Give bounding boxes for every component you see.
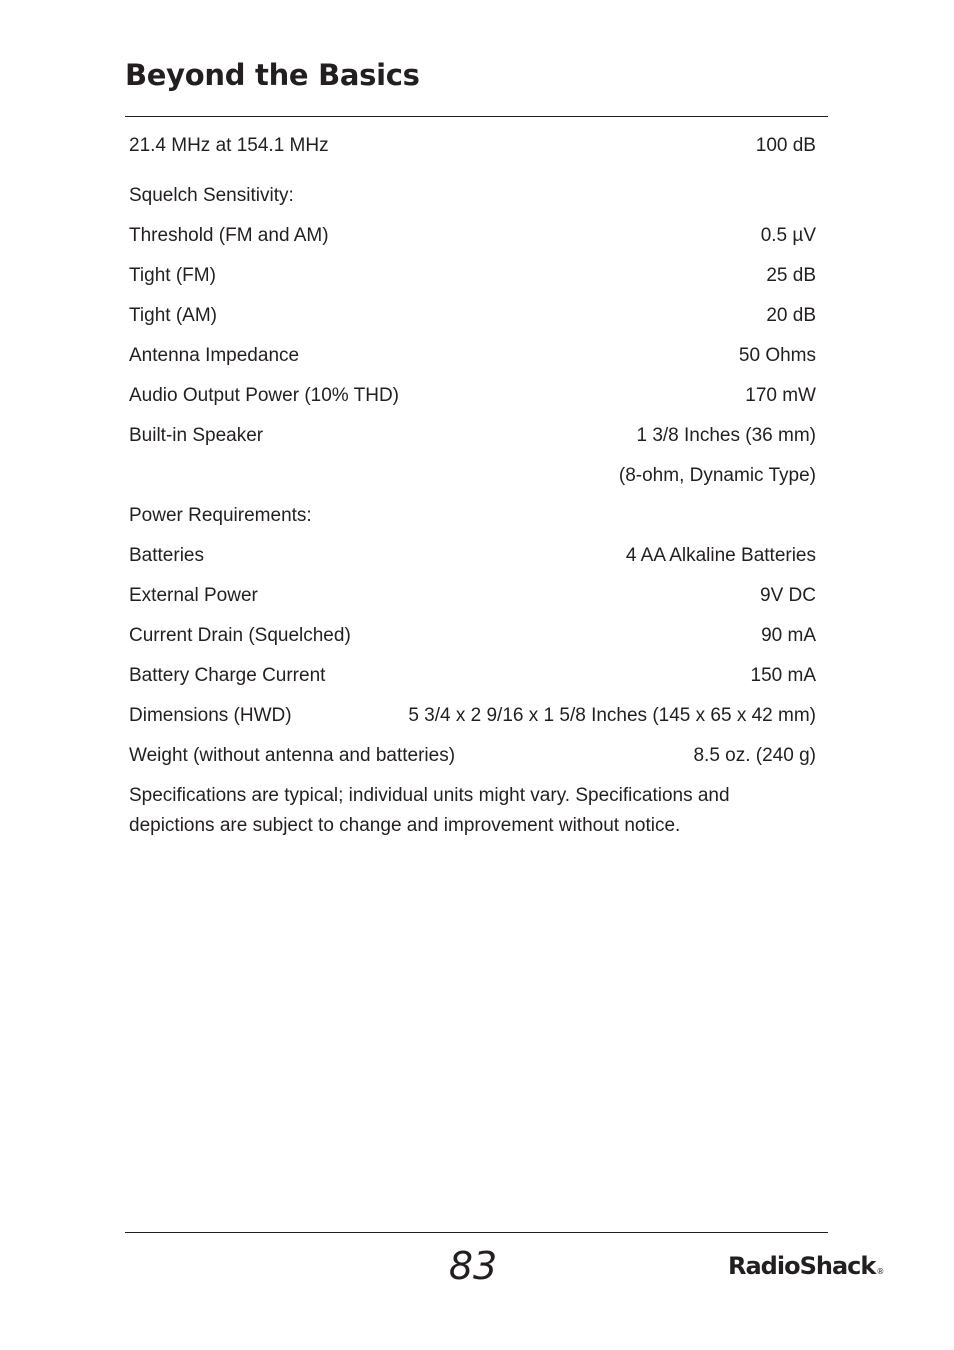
spec-row: [129, 576, 816, 616]
spec-value: 1 3/8 Inches (36 mm): [636, 425, 816, 446]
spec-row: [129, 336, 816, 376]
spec-section-heading: Squelch Sensitivity:: [129, 185, 294, 206]
page-title: Beyond the Basics: [125, 58, 420, 92]
spec-row-continuation: [129, 456, 816, 496]
spec-value: 4 AA Alkaline Batteries: [625, 545, 816, 566]
spec-row: [129, 256, 816, 296]
spec-label: Batteries: [129, 545, 204, 566]
brand-logo: [728, 1252, 884, 1280]
page-number: 83: [448, 1244, 498, 1288]
spec-value: (8-ohm, Dynamic Type): [618, 465, 816, 486]
spec-row: [129, 736, 816, 776]
spec-label: External Power: [129, 585, 258, 606]
spec-row: [129, 296, 816, 336]
spec-row: [129, 696, 816, 736]
footer-divider: [125, 1232, 828, 1233]
spec-label: Current Drain (Squelched): [129, 625, 351, 646]
spec-label: Tight (AM): [129, 305, 217, 326]
spec-label: Weight (without antenna and batteries): [129, 745, 456, 766]
spec-label: 21.4 MHz at 154.1 MHz: [129, 135, 329, 156]
spec-label: Battery Charge Current: [129, 665, 326, 686]
spec-value: 9V DC: [760, 585, 816, 606]
spec-value: 20 dB: [766, 305, 816, 326]
header-divider: [125, 116, 828, 117]
spec-value: 50 Ohms: [738, 345, 816, 366]
spec-row: [129, 656, 816, 696]
spec-value: 5 3/4 x 2 9/16 x 1 5/8 Inches (145 x 65 x 42 mm): [408, 705, 816, 726]
spec-value: 100 dB: [755, 135, 816, 156]
spec-row: [129, 126, 816, 166]
spec-label: Dimensions (HWD): [129, 705, 292, 726]
spec-value: 8.5 oz. (240 g): [693, 745, 816, 766]
specifications-note: Specifications are typical; individual units might vary. Specifications and depictions are subject to change and improvement without notice.: [129, 785, 730, 836]
specifications-list: [129, 126, 816, 841]
spec-row: [129, 616, 816, 656]
brand-name: RadioShack: [728, 1252, 876, 1280]
spec-value: 150 mA: [750, 665, 816, 686]
spec-value: 90 mA: [761, 625, 816, 646]
spec-label: Antenna Impedance: [129, 345, 300, 366]
spec-row: [129, 416, 816, 456]
spec-label: Built-in Speaker: [129, 425, 264, 446]
spec-label: Threshold (FM and AM): [129, 225, 329, 246]
spec-value: 0.5 µV: [760, 225, 816, 246]
spec-row: [129, 536, 816, 576]
spec-row: [129, 376, 816, 416]
spec-value: 170 mW: [745, 385, 816, 406]
registered-mark: ®: [876, 1267, 885, 1276]
spec-label: Audio Output Power (10% THD): [129, 385, 399, 406]
spec-row: [129, 216, 816, 256]
spec-value: 25 dB: [766, 265, 816, 286]
spec-section-heading: Power Requirements:: [129, 505, 312, 526]
spec-label: Tight (FM): [129, 265, 216, 286]
